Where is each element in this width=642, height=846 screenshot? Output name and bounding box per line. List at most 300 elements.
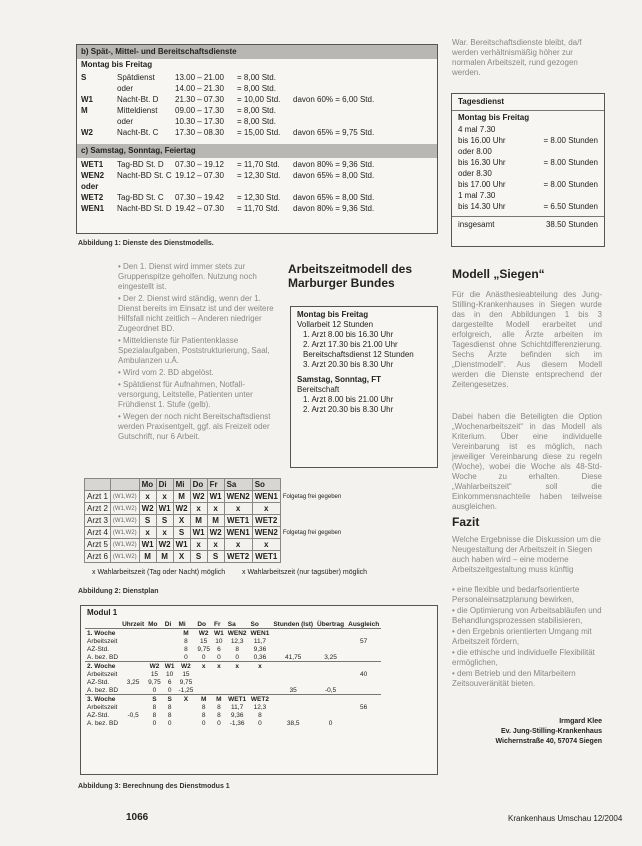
service-c-cell [237, 182, 293, 193]
calc-cell: 12,3 [253, 703, 267, 711]
service-c-row [81, 193, 433, 204]
service-c-cell [117, 182, 175, 193]
line-time: 4 mal 7.30 [458, 125, 496, 134]
calc-cell: 8 [201, 703, 206, 711]
dienstplan-cell: W1 [207, 491, 224, 503]
tagesdienst-lines [452, 125, 604, 213]
dienstplan-cell: M [173, 491, 190, 503]
calc-cell: 8 [167, 703, 172, 711]
fazit-item: • die ethische und individuelle Flexibilität ermöglichen, [452, 648, 595, 667]
marburger-box [290, 306, 438, 468]
calc-cell [195, 686, 212, 695]
dienstplan-cell: W1 [139, 539, 156, 551]
dienstplan-cell: WEN2 [252, 527, 280, 539]
calc-cell: 15 [200, 637, 208, 645]
calc-cell: 8 [258, 711, 262, 719]
service-c-row [81, 171, 433, 182]
calc-cell: 0 [167, 686, 172, 694]
calc-cell: A. bez. BD [87, 686, 119, 694]
line-time: bis 14.30 Uhr [458, 202, 506, 211]
fazit-items [452, 585, 602, 690]
author-institution: Ev. Jung-Stilling-Krankenhaus [501, 728, 602, 735]
dienstplan-cell: M [190, 515, 207, 527]
calc-header-row [85, 620, 381, 629]
service-b-cell: Nacht-Bt. D [117, 95, 159, 104]
dienstplan-cell: x [252, 503, 280, 515]
calc-cell: 15 [150, 670, 159, 678]
service-c-cell: Nacht-BD St. D [117, 204, 172, 213]
service-b-cell: davon 60% = 6,00 Std. [293, 95, 375, 104]
calc-cell: M [177, 629, 196, 638]
calc-cell: 0 [152, 719, 157, 727]
page-number: 1066 [126, 812, 149, 823]
calc-cell: 10 [166, 670, 174, 678]
service-c-cell: WEN2 [81, 171, 105, 180]
dienstplan-legend-1: x Wahlarbeitszeit (Tag oder Nacht) möglich [92, 569, 226, 576]
service-b-cell: S [81, 73, 87, 82]
calc-cell: 0 [167, 719, 172, 727]
section-b-subtitle: Montag bis Freitag [81, 60, 153, 69]
calc-cell [120, 645, 146, 653]
dienstplan-row [85, 503, 344, 515]
we-items [291, 395, 437, 415]
calc-cell [315, 695, 346, 704]
dienstplan-row [85, 551, 344, 563]
calc-cell: 8 [152, 703, 157, 711]
dienstplan-cell: (W1,W2) [110, 515, 139, 527]
calc-cell [120, 629, 146, 638]
calc-cell: 8 [167, 711, 172, 719]
dienstplan-cell: W2 [190, 491, 207, 503]
dienstplan-row [85, 527, 344, 539]
tagesdienst-line [458, 191, 598, 202]
line-hours: = 8.00 Stunden [543, 158, 598, 167]
dienstplan-cell: W2 [207, 527, 224, 539]
service-b-cell: Nacht-Bt. C [117, 128, 159, 137]
calc-cell: 0 [184, 653, 188, 661]
dienstplan-cell: Arzt 4 [85, 527, 111, 539]
calc-cell: W2 [146, 662, 163, 671]
calc-cell: 9,36 [253, 645, 267, 653]
mf-item: 1. Arzt 8.00 bis 16.30 Uhr [303, 330, 394, 339]
dienstplan-cell: x [156, 527, 173, 539]
calc-cell [195, 670, 212, 678]
calc-header: Do [197, 620, 207, 628]
service-c-cell: = 11,70 Std. [237, 204, 280, 213]
service-c-cell: 19.12 – 07.30 [175, 171, 224, 180]
dienstplan-cell: (W1,W2) [110, 527, 139, 539]
calc-header: Fr [214, 620, 221, 628]
service-b-cell: oder [117, 117, 134, 126]
mf-items [291, 330, 437, 370]
calc-cell [146, 629, 163, 638]
service-c-cell: Tag-BD St. D [117, 160, 164, 169]
day-header: Mo [139, 479, 156, 491]
calc-cell [146, 653, 163, 662]
dienstplan-cell: (W1,W2) [110, 539, 139, 551]
dienstplan-cell: x [190, 539, 207, 551]
bullet-item: • Mitteldienste für Patientenklasse Spezialaufgaben, Poststrukturierung, Saal, Ambulanzen u.Ä. [118, 336, 270, 365]
service-b-cell: 09.00 – 17.30 [175, 106, 224, 115]
service-b-cell: davon 65% = 9,75 Std. [293, 128, 375, 137]
dienstplan-cell: (W1,W2) [110, 551, 139, 563]
day-header: Mi [173, 479, 190, 491]
calc-row [85, 695, 381, 704]
row-note: Folgetag frei gegeben [282, 529, 342, 536]
service-b-row [81, 128, 433, 139]
service-c-cell: davon 65% = 8,00 Std. [293, 193, 375, 202]
calc-cell: 8 [217, 711, 221, 719]
calc-cell: 57 [360, 637, 368, 645]
calc-cell: 8 [184, 637, 188, 645]
service-c-cell: = 12,30 Std. [237, 193, 281, 202]
calc-cell: 8 [184, 645, 188, 653]
dienstplan-cell: x [139, 491, 156, 503]
calc-header: Mo [148, 620, 158, 628]
service-b-cell: 10.30 – 17.30 [175, 117, 224, 126]
calc-cell: S [163, 695, 177, 704]
figure-1-caption: Abbildung 1: Dienste des Dienstmodells. [78, 240, 214, 247]
calc-cell: x [212, 662, 226, 671]
day-header [110, 479, 139, 491]
calc-cell: 9,75 [148, 678, 161, 686]
calc-row [85, 678, 381, 686]
dienstplan-cell: M [139, 551, 156, 563]
day-header: Di [156, 479, 173, 491]
calc-cell: 10 [215, 637, 223, 645]
mf-item: 2. Arzt 17.30 bis 21.00 Uhr [303, 340, 398, 349]
tagesdienst-total [452, 216, 604, 233]
dienstplan-cell: S [156, 515, 173, 527]
calc-cell: 6 [167, 678, 172, 686]
calc-cell [177, 719, 196, 727]
calc-cell [271, 662, 315, 671]
service-b-cell: W1 [81, 95, 93, 104]
calc-cell: 40 [360, 670, 368, 678]
calc-cell [163, 653, 177, 662]
service-b-cell [293, 73, 423, 84]
figure-3-caption: Abbildung 3: Berechnung des Dienstmodus 1 [78, 783, 230, 790]
tagesdienst-box [451, 93, 605, 247]
service-c-cell: = 11,70 Std. [237, 160, 280, 169]
calc-cell: 0 [152, 686, 157, 694]
calc-header: Stunden (Ist) [273, 620, 314, 628]
calc-cell [346, 695, 381, 704]
calc-cell: AZ-Std. [87, 711, 110, 719]
dienstplan-cell: S [207, 551, 224, 563]
calc-header: So [250, 620, 259, 628]
calc-cell [249, 678, 272, 686]
author-name: Irmgard Klee [559, 718, 602, 725]
service-b-cell: Spätdienst [117, 73, 155, 82]
calc-row [85, 645, 381, 653]
dienstplan-cell: X [173, 515, 190, 527]
dienstplan-cell: WET2 [252, 515, 280, 527]
calc-cell: WET1 [226, 695, 249, 704]
calc-cell: 0 [201, 653, 206, 661]
calc-cell: Arbeitszeit [87, 637, 118, 645]
service-b-cell: Mitteldienst [117, 106, 158, 115]
calc-cell [346, 719, 381, 727]
dienstplan-cell: x [156, 491, 173, 503]
dienstplan-cell: Arzt 3 [85, 515, 111, 527]
bullet-item: • Wird vom 2. BD abgelöst. [118, 368, 214, 377]
calc-row [85, 719, 381, 727]
calc-row [85, 711, 381, 719]
dienstplan-cell: (W1,W2) [110, 491, 139, 503]
calc-cell [226, 678, 249, 686]
line-time: bis 16.00 Uhr [458, 136, 506, 145]
service-c-cell [175, 182, 237, 193]
service-b-cell: 21.30 – 07.30 [175, 95, 224, 104]
figure-2-caption: Abbildung 2: Dienstplan [78, 588, 159, 595]
fazit-item: • den Ergebnis orientierten Umgang mit Arbeitszeit fördern, [452, 627, 592, 646]
mf-item: Bereitschaftsdienst 12 Stunden [303, 350, 414, 359]
we-heading: Samstag, Sonntag, FT [297, 375, 382, 384]
calc-cell [249, 670, 272, 678]
service-b-cell [293, 117, 423, 128]
middle-bullets [118, 262, 278, 444]
dienstplan-cell: WEN1 [224, 527, 252, 539]
calc-header: Übertrag [317, 620, 345, 628]
calc-cell: 3,25 [126, 678, 140, 686]
calc-cell: 12,3 [230, 637, 244, 645]
bullet-item: • Wegen der noch nicht Bereitschaftsdienst werden Praxisentgelt, ggf. als Freizeit oder Gutschrift, nur 6 Arbeit. [118, 412, 271, 441]
calc-cell [271, 703, 315, 711]
service-b-cell: oder [117, 84, 134, 93]
service-b-cell: = 15,00 Std. [237, 128, 281, 137]
calc-title: Modul 1 [87, 608, 118, 617]
dienstplan-cell: W2 [173, 503, 190, 515]
siegen-title: Modell „Siegen“ [452, 267, 545, 281]
service-c-row [81, 160, 433, 171]
service-b-row [81, 117, 433, 128]
calc-cell [315, 629, 346, 638]
service-b-cell [293, 106, 423, 117]
service-c-cell: 07.30 – 19.42 [175, 193, 224, 202]
dienstplan-cell: x [224, 503, 252, 515]
calc-cell: 1. Woche [85, 629, 120, 638]
calc-cell [315, 645, 346, 653]
calc-cell [120, 686, 146, 695]
dienstplan-row [85, 491, 344, 503]
calc-cell: 15 [182, 670, 190, 678]
calc-cell [195, 678, 212, 686]
calc-cell [271, 670, 315, 678]
calc-cell: x [195, 662, 212, 671]
calc-cell [271, 645, 315, 653]
line-time: bis 16.30 Uhr [458, 158, 506, 167]
service-b-cell [81, 117, 117, 128]
calc-cell: 2. Woche [85, 662, 120, 671]
calc-cell: 0 [235, 653, 239, 661]
service-c-cell: Tag-BD St. C [117, 193, 164, 202]
dienstplan-cell: S [190, 551, 207, 563]
service-b-cell: 17.30 – 08.30 [175, 128, 224, 137]
dienstplan-table [84, 478, 344, 563]
mf-subheading: Vollarbeit 12 Stunden [297, 320, 374, 329]
section-c-title: c) Samstag, Sonntag, Feiertag [77, 144, 437, 158]
calc-cell [271, 637, 315, 645]
tagesdienst-line [458, 202, 598, 213]
calc-header: Uhrzeit [122, 620, 145, 628]
calc-cell: 9,75 [179, 678, 193, 686]
service-c-cell: 07.30 – 19.12 [175, 160, 224, 169]
calc-header [85, 620, 120, 629]
line-time: 1 mal 7.30 [458, 191, 496, 200]
calc-cell: 11,7 [253, 637, 266, 645]
calc-cell [163, 637, 177, 645]
calc-cell: 0 [217, 653, 221, 661]
calc-cell [120, 670, 146, 678]
fazit-item: • eine flexible und bedarfsorientierte Personaleinsatzplanung bewirken, [452, 585, 580, 604]
calc-cell: Arbeitszeit [87, 670, 118, 678]
calc-cell: 8 [152, 711, 157, 719]
section-b-title: b) Spät-, Mittel- und Bereitschaftsdienste [77, 45, 437, 59]
calc-row [85, 662, 381, 671]
service-c-cell [293, 182, 423, 193]
dienstplan-cell: WET2 [224, 551, 252, 563]
calc-row [85, 637, 381, 645]
calc-cell: 0 [258, 719, 262, 727]
we-item: 2. Arzt 20.30 bis 8.30 Uhr [303, 405, 394, 414]
calc-cell [346, 678, 381, 686]
calc-row [85, 629, 381, 638]
calc-cell [120, 653, 146, 662]
line-time: bis 17.00 Uhr [458, 180, 506, 189]
service-c-cell: = 12,30 Std. [237, 171, 281, 180]
calc-cell: 35 [289, 686, 297, 694]
total-label: insgesamt [458, 220, 495, 229]
service-c-cell: davon 65% = 8,00 Std. [293, 171, 375, 180]
line-time: oder 8.00 [458, 147, 492, 156]
dienstplan-cell: M [207, 515, 224, 527]
service-c-cell: davon 80% = 9,36 Std. [293, 160, 375, 169]
day-header: Do [190, 479, 207, 491]
calc-cell [120, 695, 146, 704]
tagesdienst-line [458, 136, 598, 147]
calc-cell [163, 629, 177, 638]
tagesdienst-line [458, 158, 598, 169]
dienstplan-cell: x [207, 539, 224, 551]
marburger-title: Arbeitszeitmodell des Marburger Bundes [288, 262, 413, 290]
calc-cell [315, 670, 346, 678]
day-header: Sa [224, 479, 252, 491]
day-header: Fr [207, 479, 224, 491]
day-header [85, 479, 111, 491]
section-c-rows [77, 158, 437, 217]
tagesdienst-line [458, 180, 598, 191]
dienstplan-header-row [85, 479, 344, 491]
tagesdienst-line [458, 125, 598, 136]
service-c-cell: WET1 [81, 160, 104, 169]
dienstplan-cell: Arzt 2 [85, 503, 111, 515]
calc-cell [346, 711, 381, 719]
calc-cell: AZ-Std. [87, 645, 110, 653]
fazit-intro: Welche Ergebnisse die Diskussion um die Neugestaltung der Arbeitszeit in Siegen auch haben wird – eine moderne Arbeitszeitgestaltung muss künftig [452, 535, 601, 574]
we-subheading: Bereitschaft [297, 385, 340, 394]
dienstplan-cell: WEN1 [252, 491, 280, 503]
service-b-cell: = 8,00 Std. [237, 106, 276, 115]
calc-cell: WEN2 [227, 629, 247, 637]
service-c-row [81, 182, 433, 193]
calc-cell [120, 637, 146, 645]
tagesdienst-line [458, 169, 598, 180]
dienstplan-cell: WEN2 [224, 491, 252, 503]
dienstplan-cell: W1 [173, 539, 190, 551]
line-time: oder 8.30 [458, 169, 492, 178]
calc-cell [315, 711, 346, 719]
calc-cell [315, 662, 346, 671]
line-hours: = 8.00 Stunden [543, 136, 598, 145]
calc-cell: 9,75 [197, 645, 210, 653]
calc-cell [212, 670, 226, 678]
calc-cell: M [195, 695, 212, 704]
calc-row [85, 686, 381, 695]
calc-cell: 6 [217, 645, 221, 653]
calc-cell [212, 686, 226, 695]
calc-cell [120, 662, 146, 671]
dienstplan-row [85, 539, 344, 551]
calc-row [85, 653, 381, 662]
calc-header: Ausgleich [348, 620, 380, 628]
dienstplan-row [85, 515, 344, 527]
calc-cell: 9,36 [230, 711, 244, 719]
calc-header: Di [164, 620, 172, 628]
calc-cell: 8 [217, 703, 221, 711]
dienstplan-cell: S [139, 515, 156, 527]
calc-cell: 0 [328, 719, 333, 727]
calc-cell: WET2 [249, 695, 272, 704]
dienstplan-cell: M [156, 551, 173, 563]
service-b-cell: = 8,00 Std. [237, 117, 276, 126]
calc-cell: 8 [235, 645, 239, 653]
dienstplan-cell: S [173, 527, 190, 539]
dienstplan-cell: x [190, 503, 207, 515]
service-b-cell: = 10,00 Std. [237, 95, 281, 104]
calc-cell: -0,5 [127, 711, 139, 719]
dienstplan-legend-2: x Wahlarbeitszeit (nur tagsüber) möglich [242, 569, 368, 576]
service-b-row [81, 95, 433, 106]
service-c-cell: WET2 [81, 193, 104, 202]
siegen-text-2: Dabei haben die Beteiligten die Option „Wochenarbeitszeit“ in das Modell als Kriterium. Über eine individuelle Vereinbarung ist es möglich, nach jeweiliger Vereinbarung diese zu regeln (Woche), wobei die Woche als 48-Std-Woche zu erhalten. Diese „Wahlarbeitszeit“ soll die Einkommensnachteile haben teilweise ausgleichen. [452, 412, 602, 511]
calc-cell: X [177, 695, 196, 704]
row-note: Folgetag frei gegeben [282, 493, 342, 500]
calc-cell [315, 678, 346, 686]
calc-cell: Arbeitszeit [87, 703, 118, 711]
line-hours: = 8.00 Stunden [543, 180, 598, 189]
calc-cell: -0,5 [324, 686, 337, 694]
calc-cell [346, 645, 381, 653]
service-b-cell: W2 [81, 128, 93, 137]
calc-cell: A. bez. BD [87, 719, 119, 727]
calc-cell [177, 711, 196, 719]
calc-cell [315, 703, 346, 711]
calc-cell: W1 [164, 662, 175, 670]
dienstplan-cell: W2 [139, 503, 156, 515]
service-c-cell: WEN1 [81, 204, 105, 213]
calc-cell [146, 645, 163, 653]
calc-cell [226, 686, 249, 695]
calc-cell: S [146, 695, 163, 704]
dienstplan-cell: x [207, 503, 224, 515]
calc-cell [271, 711, 315, 719]
calc-header: Sa [227, 620, 236, 628]
service-c-cell: Nacht-BD St. C [117, 171, 172, 180]
calc-cell: -1,36 [229, 719, 245, 727]
dienstplan-cell: x [252, 539, 280, 551]
service-c-cell: 19.42 – 07.30 [175, 204, 224, 213]
